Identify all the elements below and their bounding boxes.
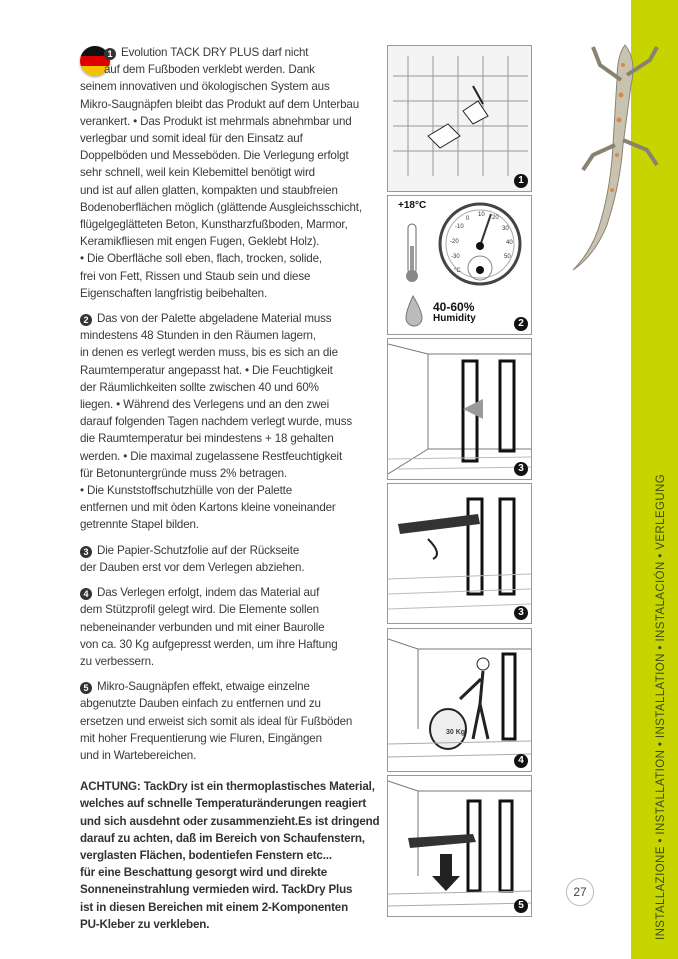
text-line: [80, 344, 370, 361]
text-line: [80, 713, 370, 730]
temperature-label: +18°C: [398, 200, 427, 211]
line-text: seinem innovativen und ökologischen System aus: [80, 80, 330, 94]
warning-line: und sich ausdehnt oder zusammenzieht.Es ist dringend: [80, 814, 380, 828]
line-text: liegen. • Während des Verlegens und an den zwei: [80, 398, 330, 412]
text-line: [80, 113, 370, 130]
paragraph-3: [80, 542, 370, 576]
step-number-icon: 2: [80, 314, 92, 326]
text-line: [80, 559, 370, 576]
warning-line: darauf zu achten, daß im Bereich von Schaufenstern,: [80, 831, 365, 845]
text-column: [80, 44, 380, 941]
line-text: abgenutzte Dauben einfach zu entfernen und zu: [80, 697, 321, 711]
line-text: getrennte Stapel bilden.: [80, 518, 199, 532]
line-text: • Die Kunststoffschutzhülle von der Palette: [80, 484, 293, 498]
text-line: [80, 413, 370, 430]
text-line: [80, 362, 370, 379]
warning-line: PU-Kleber zu verkleben.: [80, 917, 210, 931]
line-text: in denen es verlegt werden muss, bis es sich an die: [80, 346, 338, 360]
line-text: und in Wartebereichen.: [80, 748, 197, 762]
line-text: Bodenoberflächen möglich (glättende Ausgleichsschicht,: [80, 200, 362, 214]
step-number-icon: 4: [80, 588, 92, 600]
paragraph-2: [80, 310, 370, 534]
text-line: [80, 199, 370, 216]
text-line: [80, 78, 370, 95]
line-text: • Die Oberfläche soll eben, flach, trocken, solide,: [80, 252, 322, 266]
line-text: Eigenschaften langfristig beibehalten.: [80, 286, 268, 300]
line-text: frei von Fett, Rissen und Staub sein und diese: [80, 269, 311, 283]
step-badge: 3: [514, 606, 528, 620]
line-text: der Dauben erst vor dem Verlegen abziehen.: [80, 560, 305, 574]
step-badge: 3: [514, 462, 528, 476]
paragraph-1: [80, 44, 370, 302]
line-text: mindestens 48 Stunden in den Räumen lagern,: [80, 329, 316, 343]
warning-paragraph: [80, 778, 380, 933]
step-number-icon: 5: [80, 682, 92, 694]
line-text: sehr schnell, weil kein Klebemittel benötigt wird: [80, 166, 315, 180]
text-line: [80, 601, 370, 618]
illustration-peel-film: [387, 483, 532, 624]
step-number-icon: 3: [80, 546, 92, 558]
humidity-value: 40-60%: [433, 300, 475, 314]
text-line: [80, 636, 370, 653]
text-line: [80, 310, 370, 327]
text-line: [80, 465, 370, 482]
step-badge: 1: [514, 174, 528, 188]
paragraph-5: [80, 678, 370, 764]
text-line: [80, 653, 370, 670]
text-line: [80, 695, 370, 712]
line-text: von ca. 30 Kg aufgepresst werden, um ihre Haftung: [80, 637, 338, 651]
line-text: verankert. • Das Produkt ist mehrmals abnehmbar und: [80, 114, 352, 128]
text-line: [80, 182, 370, 199]
warning-line: ist in diesen Bereichen mit einem 2-Komponenten: [80, 900, 349, 914]
illustration-clean-floor: [387, 45, 532, 192]
text-line: [80, 747, 370, 764]
text-line: [80, 268, 370, 285]
dial-label: -10: [455, 224, 464, 230]
text-line: [80, 379, 370, 396]
text-line: [80, 44, 370, 61]
text-line: [80, 164, 370, 181]
warning-line: welches auf schnelle Temperaturänderungen reagiert: [80, 797, 367, 811]
line-text: für Betonuntergründe muss 2% betragen.: [80, 466, 287, 480]
line-text: Doppelböden und Messeböden. Die Verlegung erfolgt: [80, 149, 349, 163]
illustration-climate: [387, 195, 532, 335]
warning-line: verglasten Flächen, bodentiefen Fenstern etc...: [80, 848, 332, 862]
line-text: zu verbessern.: [80, 654, 154, 668]
text-line: [80, 130, 370, 147]
line-text: verlegbar und somit ideal für den Einsatz auf: [80, 132, 303, 146]
step-number-icon: 1: [104, 48, 116, 60]
room-drawing: [388, 339, 531, 479]
peel-film-drawing: [388, 484, 531, 623]
paragraph-4: [80, 584, 370, 670]
dial-label: 10: [478, 212, 485, 218]
warning-line: Sonneneinstrahlung vermieden wird. TackDry Plus: [80, 883, 353, 897]
dial-label: 50: [504, 254, 511, 260]
text-line: [80, 96, 370, 113]
clean-floor-drawing: [388, 46, 531, 191]
line-text: die Raumtemperatur bei mindestens + 18 gehalten: [80, 432, 334, 446]
dial-label: °C: [454, 268, 461, 274]
text-line: [80, 250, 370, 267]
dial-label: 20: [492, 215, 499, 221]
text-line: [80, 584, 370, 601]
roller-drawing: [388, 629, 531, 771]
text-line: [80, 285, 370, 302]
text-line: [80, 516, 370, 533]
line-text: Evolution TACK DRY PLUS darf nicht: [121, 46, 309, 59]
text-line: [80, 147, 370, 164]
text-line: [80, 233, 370, 250]
line-text: Das Verlegen erfolgt, indem das Material auf: [97, 586, 320, 600]
line-text: Keramikfliesen mit engen Fugen, Geklebt Holz).: [80, 235, 320, 249]
warning-line: für eine Beschattung gesorgt wird und direkte: [80, 866, 328, 880]
step-badge: 5: [514, 899, 528, 913]
text-line: [80, 619, 370, 636]
line-text: Die Papier-Schutzfolie auf der Rückseite: [97, 543, 300, 557]
line-text: auf dem Fußboden verklebt werden. Dank: [104, 63, 315, 77]
line-text: entfernen und mit òden Kartons kleine voneinander: [80, 501, 336, 515]
line-text: Mikro-Saugnäpfen bleibt das Produkt auf dem Unterbau: [80, 97, 359, 111]
line-text: Das von der Palette abgeladene Material muss: [97, 312, 332, 326]
gecko-image: [565, 25, 665, 275]
text-line: [80, 448, 370, 465]
line-text: Mikro-Saugnäpfen effekt, etwaige einzelne: [97, 680, 310, 694]
dial-label: 40: [506, 240, 513, 246]
illustration-roller: [387, 628, 532, 772]
line-text: dem Stützprofil gelegt wird. Die Elemente sollen: [80, 603, 319, 617]
line-text: ersetzen und erweist sich somit als ideal für Fußböden: [80, 714, 353, 728]
text-line: [80, 730, 370, 747]
side-band-label: INSTALLAZIONE • INSTALLATION • INSTALLATION • INSTALACIÓN • VERLEGUNG: [655, 473, 667, 940]
text-line: [80, 678, 370, 695]
line-text: darauf folgenden Tagen nachdem verlegt wurde, muss: [80, 415, 353, 429]
step-badge: 4: [514, 754, 528, 768]
dial-label: 30: [502, 226, 509, 232]
line-text: und ist auf allen glatten, kompakten und staubfreien: [80, 183, 338, 197]
humidity-label: Humidity: [433, 313, 476, 324]
roller-weight-label: 30 Kg: [446, 729, 466, 736]
text-line: [80, 61, 370, 78]
line-text: nebeneinander verbunden und mit einer Baurolle: [80, 620, 325, 634]
line-text: mit hoher Frequentierung wie Fluren, Eingängen: [80, 731, 322, 745]
dial-label: -30: [451, 254, 460, 260]
line-text: Raumtemperatur angepasst hat. • Die Feuchtigkeit: [80, 363, 333, 377]
line-text: flügelgeglätteten Beton, Kunstharzfußboden, Marmor,: [80, 218, 348, 232]
illustration-room-acclimatize: [387, 338, 532, 480]
line-text: der Räumlichkeiten sollte zwischen 40 und 60%: [80, 380, 319, 394]
text-line: [80, 430, 370, 447]
text-line: [80, 542, 370, 559]
dial-label: -20: [450, 239, 459, 245]
illustration-remove-plank: [387, 775, 532, 917]
page-number: 27: [566, 878, 594, 906]
text-line: [80, 396, 370, 413]
step-badge: 2: [514, 317, 528, 331]
text-line: [80, 482, 370, 499]
line-text: werden. • Die maximal zugelassene Restfeuchtigkeit: [80, 449, 343, 463]
text-line: [80, 499, 370, 516]
warning-line: ACHTUNG: TackDry ist ein thermoplastisches Material,: [80, 780, 375, 794]
text-line: [80, 216, 370, 233]
dial-label: 0: [466, 216, 470, 222]
remove-plank-drawing: [388, 776, 531, 916]
text-line: [80, 327, 370, 344]
